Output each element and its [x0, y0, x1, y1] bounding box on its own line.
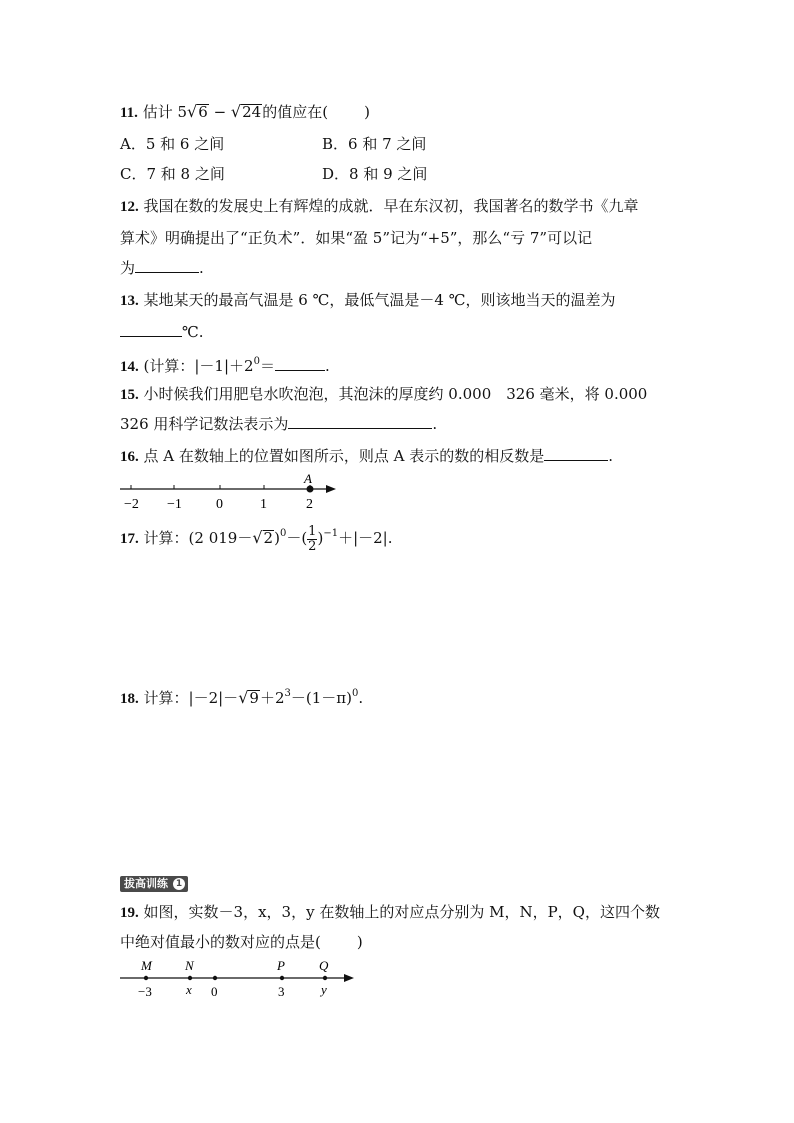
q12-end: . — [199, 259, 204, 277]
q17-minus: －( — [286, 529, 308, 547]
sqrt-icon: √ — [252, 528, 263, 547]
q18-text-mid: ＋2 — [259, 689, 285, 707]
point-a-dot — [307, 486, 314, 493]
q17-text-post: ＋|－2|. — [338, 529, 393, 547]
q12-line-1 — [120, 196, 639, 217]
q13-unit: ℃. — [182, 323, 204, 341]
section-badge — [120, 876, 188, 892]
origin-dot — [213, 976, 217, 980]
q14-line — [120, 352, 330, 377]
q11-text-post: 的值应在( — [262, 103, 329, 121]
q14-end: . — [324, 357, 330, 375]
q12-text-3: 为 — [120, 259, 136, 277]
q14-number: 14. — [120, 359, 139, 375]
point-a-label: A — [304, 471, 312, 486]
point-m-value: −3 — [138, 984, 152, 999]
q19-number: 19. — [120, 905, 139, 921]
q18-text-pre: 计算：|－2|－ — [143, 689, 239, 707]
q12-number: 12. — [120, 199, 139, 215]
q11-text-pre: 估计 5 — [142, 103, 188, 121]
arrow-icon — [326, 485, 336, 493]
q15-number: 15. — [120, 387, 139, 403]
q13-answer-blank[interactable] — [120, 322, 182, 337]
q19-number-line — [114, 956, 364, 1000]
q11-number: 11. — [120, 105, 138, 121]
q13-line-2 — [120, 322, 204, 342]
point-q-value: y — [321, 982, 327, 997]
q11-option-c: C．7 和 8 之间 — [120, 165, 225, 183]
q12-answer-blank[interactable] — [135, 258, 199, 273]
sqrt-icon: √ — [230, 102, 242, 121]
point-p-value: 3 — [278, 984, 285, 999]
q17-exponent-0: 0 — [279, 528, 287, 539]
q18-radicand: 9 — [249, 689, 259, 707]
fraction-denominator: 2 — [308, 538, 317, 554]
point-n-value: x — [186, 982, 192, 997]
point-n-dot — [188, 976, 192, 980]
q18-exponent-0: 0 — [351, 688, 359, 699]
q18-exponent-3: 3 — [284, 688, 291, 699]
point-m-dot — [144, 976, 148, 980]
q14-equals: ＝ — [259, 357, 275, 375]
point-m-label: M — [141, 958, 152, 973]
q16-number: 16. — [120, 449, 139, 465]
q17-exponent-neg1: −1 — [323, 528, 339, 539]
q14-exponent: 0 — [253, 356, 260, 367]
q15-end: . — [432, 415, 438, 433]
sqrt-icon: √ — [187, 102, 198, 121]
q15-text-1: 小时候我们用肥皂水吹泡泡，其泡沫的厚度约 0.000 326 毫米，将 0.000 — [143, 385, 648, 403]
q17-paren: ) — [274, 529, 280, 547]
q11-stem — [120, 102, 370, 123]
sqrt-icon: √ — [238, 688, 249, 707]
q11-minus: − — [213, 103, 227, 121]
q13-number: 13. — [120, 293, 139, 309]
q11-option-b: B．6 和 7 之间 — [322, 135, 427, 153]
tick-label: 0 — [216, 497, 223, 512]
q18-end: . — [358, 689, 364, 707]
point-q-label: Q — [319, 958, 329, 973]
q11-option-d: D．8 和 9 之间 — [322, 165, 428, 183]
arrow-icon — [344, 974, 354, 982]
q15-text-2: 326 用科学记数法表示为 — [120, 415, 289, 433]
q16-text: 点 A 在数轴上的位置如图所示，则点 A 表示的数的相反数是 — [143, 447, 545, 465]
q19-text-1: 如图，实数－3，x，3，y 在数轴上的对应点分别为 M，N，P，Q，这四个数 — [143, 903, 660, 921]
q19-line-1 — [120, 902, 660, 923]
q18-number: 18. — [120, 691, 139, 707]
fraction-numerator: 1 — [308, 523, 317, 539]
q16-answer-blank[interactable] — [544, 446, 608, 461]
q16-end: . — [608, 447, 614, 465]
point-n-label: N — [185, 958, 194, 973]
q11-option-a: A．5 和 6 之间 — [120, 135, 225, 153]
q12-text-1: 我国在数的发展史上有辉煌的成就．早在东汉初，我国著名的数学书《九章 — [143, 197, 639, 215]
q17-number: 17. — [120, 531, 139, 547]
point-p-dot — [280, 976, 284, 980]
q11-radicand-2: 24 — [242, 103, 262, 121]
q19-line-2 — [120, 932, 363, 952]
q17-text-pre: 计算：(2 019－ — [143, 529, 253, 547]
q15-line-2 — [120, 414, 437, 434]
tick-label: 1 — [260, 497, 267, 512]
q13-text-1: 某地某天的最高气温是 6 ℃，最低气温是－4 ℃，则该地当天的温差为 — [143, 291, 616, 309]
q17-line — [120, 522, 392, 554]
tick-label: 2 — [306, 497, 313, 512]
q18-line — [120, 684, 363, 709]
q13-line-1 — [120, 290, 616, 311]
section-badge-label: 拔高训练 — [124, 877, 168, 890]
section-number-icon: 1 — [173, 878, 185, 890]
tick-label: −1 — [167, 497, 182, 512]
q19-close-paren: ) — [356, 933, 363, 951]
q17-radicand: 2 — [263, 529, 274, 547]
q14-text: (计算：|－1|＋2 — [143, 357, 254, 375]
q16-line — [120, 446, 613, 467]
q17-fraction — [307, 525, 317, 554]
q14-answer-blank[interactable] — [275, 356, 325, 371]
q15-answer-blank[interactable] — [288, 414, 432, 429]
q11-radicand-1: 6 — [198, 103, 208, 121]
q18-text-post: －(1－π) — [290, 689, 352, 707]
q16-number-line — [114, 470, 344, 512]
tick-label: −2 — [124, 497, 139, 512]
q11-close-paren: ) — [364, 103, 370, 121]
point-q-dot — [323, 976, 327, 980]
q19-text-2: 中绝对值最小的数对应的点是( — [120, 933, 321, 951]
origin-label: 0 — [211, 984, 218, 999]
q15-line-1 — [120, 384, 647, 405]
q12-line-2: 算术》明确提出了“正负术”．如果“盈 5”记为“+5”，那么“亏 7”可以记 — [120, 229, 593, 247]
point-p-label: P — [277, 958, 285, 973]
q12-line-3 — [120, 258, 204, 278]
q17-close: ) — [317, 529, 324, 547]
